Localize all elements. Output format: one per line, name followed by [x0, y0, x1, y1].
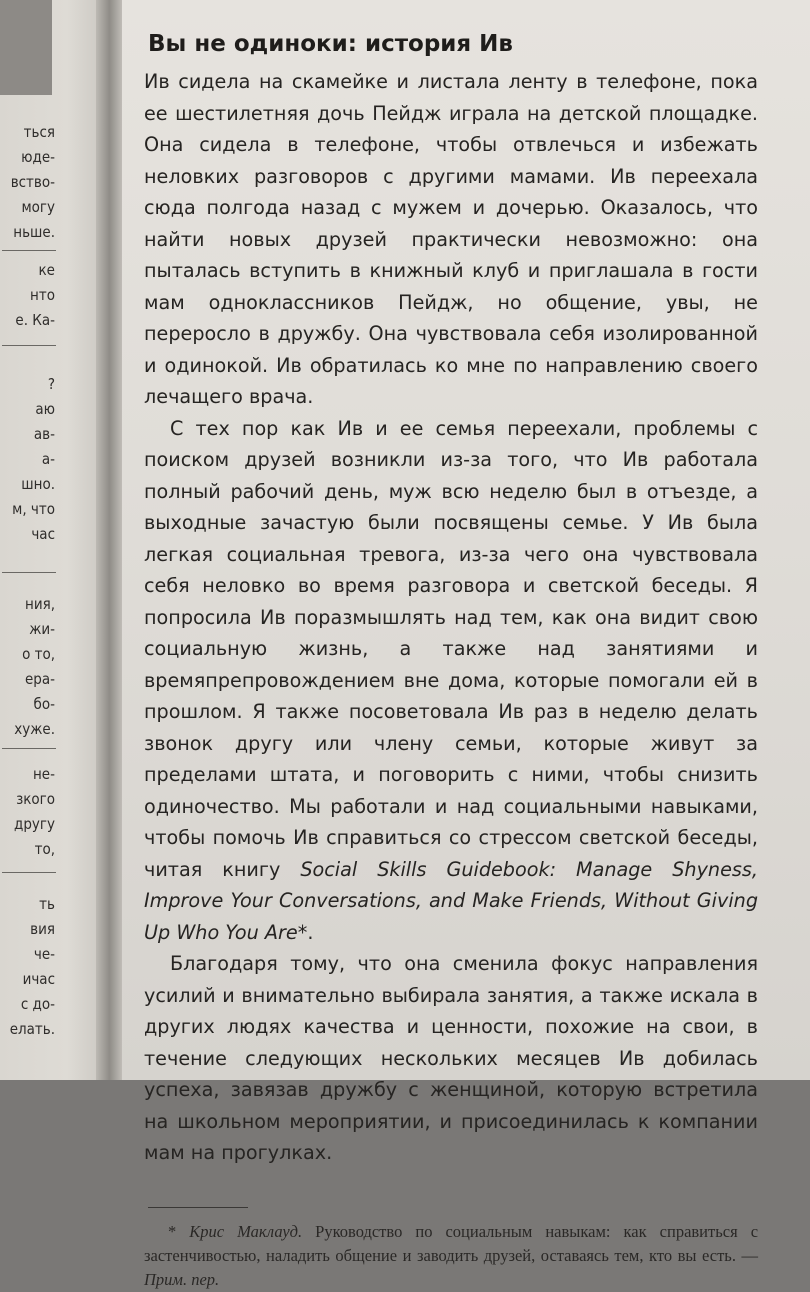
left-fragment: ться	[23, 123, 55, 141]
footnote	[144, 1220, 758, 1292]
left-divider	[2, 572, 56, 573]
left-fragment: а-	[41, 450, 55, 468]
left-text-fragments-top	[0, 120, 58, 245]
book-title: Social Skills Guidebook: Manage Shyness, Improve Your Conversations, and Make Friends, Without Giving Up Who You Are*	[144, 857, 758, 944]
chapter-tab	[0, 0, 52, 95]
left-text-fragments-d	[0, 762, 58, 862]
paragraph-2	[144, 413, 758, 949]
left-fragment: не-	[32, 765, 55, 783]
left-divider	[2, 872, 56, 873]
paragraph-1: Ив сидела на скамейке и листала ленту в телефоне, пока ее шестилетняя дочь Пейдж играла на детской площадке. Она сидела в телефоне, чтобы отвлечься и избежать неловких разговоров с другими мамами. Ив переехала сюда полгода назад с мужем и дочерью. Оказалось, что найти новых друзей практически невозможно: она пыталась вступить в книжный клуб и приглашала в гости мам одноклассников Пейдж, но общение, увы, не переросло в дружбу. Она чувствовала себя изолированной и одинокой. Ив обратилась ко мне по направлению своего лечащего врача.	[144, 70, 758, 408]
left-fragment: жи-	[29, 620, 55, 638]
left-text-fragments-c	[0, 592, 58, 742]
left-fragment: че-	[33, 945, 55, 963]
left-fragment: могу	[21, 198, 55, 216]
footnote-divider	[148, 1207, 248, 1208]
paragraph-3: Благодаря тому, что она сменила фокус направления усилий и внимательно выбирала занятия, а также искала в других людях качества и ценности, похожие на свои, в течение следующих нескольких месяцев Ив добилась успеха, завязав дружбу с женщиной, которую встретила на школьном мероприятии, и присоединилась к компании мам на прогулках.	[144, 952, 758, 1164]
left-fragment: зкого	[16, 790, 55, 808]
left-fragment: ера-	[24, 670, 55, 688]
left-fragment: шно.	[21, 475, 55, 493]
page-content	[144, 28, 758, 1292]
left-text-fragments-e	[0, 892, 58, 1042]
left-fragment: ке	[38, 261, 55, 279]
left-fragment: аю	[35, 400, 55, 418]
left-fragment: ньше.	[13, 223, 55, 241]
footnote-note: Прим. пер.	[144, 1269, 220, 1289]
left-fragment: бо-	[33, 695, 55, 713]
left-fragment: то,	[34, 840, 55, 858]
left-divider	[2, 345, 56, 346]
footnote-text: Руководство по социальным навыкам: как справиться с застенчивостью, наладить общение и заводить друзей, оставаясь тем, кто вы есть. —	[144, 1221, 759, 1265]
left-fragment: о то,	[22, 645, 55, 663]
left-fragment: елать.	[9, 1020, 55, 1038]
left-fragment: с до-	[20, 995, 55, 1013]
left-fragment: ичас	[22, 970, 55, 988]
left-fragment: вия	[30, 920, 55, 938]
footnote-author: Крис Маклауд.	[189, 1221, 303, 1241]
left-text-fragments-b	[0, 372, 58, 547]
left-fragment: ?	[47, 375, 55, 393]
left-fragment: хуже.	[14, 720, 55, 738]
left-fragment: другу	[14, 815, 55, 833]
left-fragment: ть	[39, 895, 55, 913]
left-fragment: юде-	[21, 148, 55, 166]
left-fragment: нто	[30, 286, 55, 304]
left-fragment: вство-	[10, 173, 55, 191]
left-fragment: е. Ка-	[15, 311, 55, 329]
left-fragment: ния,	[25, 595, 55, 613]
left-fragment: час	[31, 525, 55, 543]
paragraph-2-end: .	[307, 920, 314, 944]
section-heading: Вы не одиноки: история Ив	[148, 31, 513, 57]
footnote-mark: *	[168, 1221, 177, 1241]
left-divider	[2, 250, 56, 251]
right-page	[122, 0, 810, 1289]
left-text-fragments-mid	[0, 258, 58, 333]
left-divider	[2, 748, 56, 749]
paragraph-2-text: С тех пор как Ив и ее семья переехали, проблемы с поиском друзей возникли из-за того, что Ив работала полный рабочий день, муж всю неделю был в отъезде, а выходные зачастую были посвящены семье. У Ив была легкая социальная тревога, из-за чего она чувствовала себя неловко во время разговора и светской беседы. Я попросила Ив поразмышлять над тем, как она видит свою социальную жизнь, а также над занятиями и времяпрепровождением вне дома, которые помогали ей в прошлом. Я также посоветовала Ив раз в неделю делать звонок другу или члену семьи, которые живут за пределами штата, и поговорить с ними, чтобы снизить одиночество. Мы работали и над социальными навыками, чтобы помочь Ив справиться со стрессом светской беседы, читая книгу	[144, 416, 758, 881]
left-fragment: м, что	[12, 500, 55, 518]
left-fragment: ав-	[33, 425, 55, 443]
